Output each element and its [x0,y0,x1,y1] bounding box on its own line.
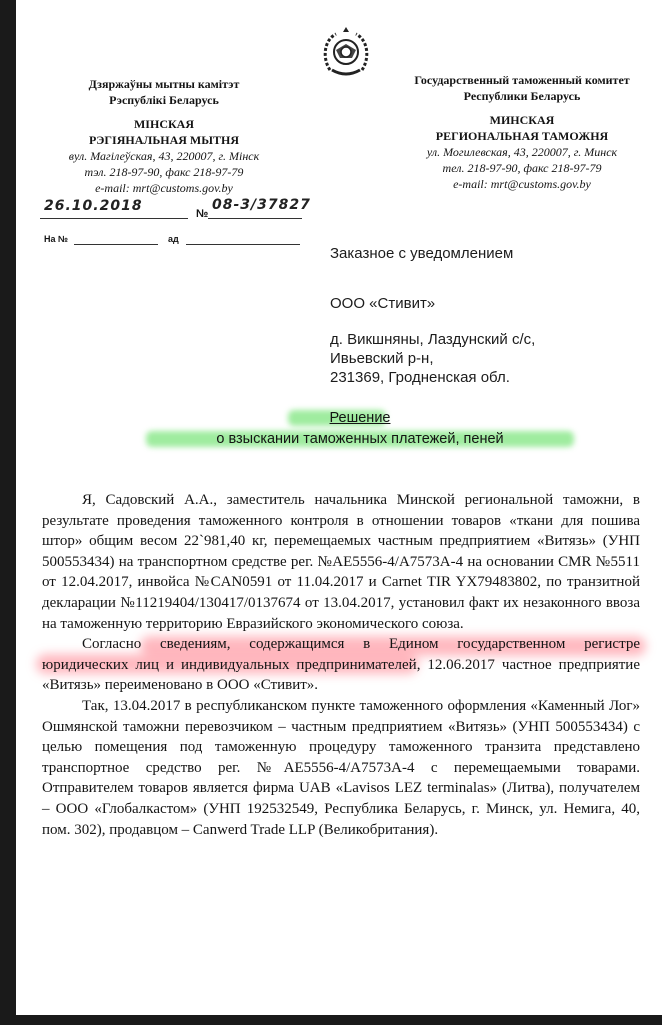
document-title [140,408,580,450]
header-right [388,72,656,192]
header-right-line3: МИНСКАЯ [489,113,555,127]
header-left-line3: МІНСКАЯ [133,117,195,131]
header-left-phone: тэл. 218-97-90, факс 218-97-79 [84,165,244,179]
ad-label: ад [168,234,179,244]
scan-border-left [0,0,16,1025]
header-right-line1: Государственный таможенный комитет [414,73,630,87]
recipient-company: ООО «Стивит» [330,295,436,312]
header-left-line4: РЭГІЯНАЛЬНАЯ МЫТНЯ [88,133,240,147]
date-underline [40,218,188,219]
number-underline [208,218,302,219]
header-right-phone: тел. 218-97-90, факс 218-97-79 [442,161,602,175]
recipient-address-line3: 231369, Гродненская обл. [330,369,510,386]
paragraph-3: Так, 13.04.2017 в республиканском пункте таможенного оформления «Каменный Лог» Ошмянской таможни перевозчиком – частным предприятием «Витязь» (УНП 500553434) с целью помещения под таможенную процедуру таможенного транзита представлено транспортное средство рег. №AE5556-4/A7573A-4 с перемещаемыми товарами. Отправителем товаров является фирма UAB «Lavisos LEZ terminalas» (Литва), получателем – ООО «Глобалкастом» (УНП 192532549, Республика Беларусь, г. Минск, ул. Немига, 40, пом. 302), продавцом – Canwerd Trade LLP (Великобритания). [42,697,640,838]
ad-underline [186,244,300,245]
recipient-address-line2: Ивьевский р-н, [330,350,434,367]
state-emblem-icon [322,26,370,78]
header-left-line1: Дзяржаўны мытны камітэт [88,77,240,91]
na-label: На № [44,234,69,244]
paragraph-2: Согласно сведениям, содержащимся в Едином государственном регистре юридических лиц и индивидуальных предпринимателей, 12.06.2017 частное предприятие «Витязь» переименовано в ООО «Стивит». [42,636,640,694]
delivery-note: Заказное с уведомлением [330,245,514,262]
header-left-line2: Рэспублікі Беларусь [109,93,219,107]
number-label: № [196,208,209,220]
scan-border-bottom [0,1015,662,1025]
document-title-line2: о взыскании таможенных платежей, пеней [216,431,504,447]
header-left-address: вул. Магілеўская, 43, 220007, г. Мінск [68,149,260,163]
decision-body [42,490,640,840]
registration-number: 08-3/37827 [212,197,311,213]
header-left [28,76,300,196]
header-right-email: e-mail: mrt@customs.gov.by [453,177,591,191]
registration-date: 26.10.2018 [44,198,143,214]
header-right-line4: РЕГИОНАЛЬНАЯ ТАМОЖНЯ [435,129,609,143]
header-left-email: e-mail: mrt@customs.gov.by [95,181,233,195]
na-underline [74,244,158,245]
header-right-address: ул. Могилевская, 43, 220007, г. Минск [426,145,618,159]
recipient-address-line1: д. Викшняны, Лаздунский с/с, [330,331,536,348]
header-right-line2: Республики Беларусь [463,89,581,103]
document-title-line1: Решение [329,410,391,426]
paragraph-1: Я, Садовский А.А., заместитель начальника Минской региональной таможни, в результате проведения таможенного контроля в отношении товаров «ткани для пошива штор» общим весом 22`981,40 кг, перемещаемых частным предприятием «Витязь» (УНП 500553434) на транспортном средстве рег. №AE5556-4/A7573A-4 на основании CMR №5511 от 12.04.2017, инвойса №CAN0591 от 11.04.2017 и Carnet TIR YX79483802, по транзитной декларации №11219404/130417/0137674 от 13.04.2017, установил факт их незаконного ввоза на таможенную территорию Евразийского экономического союза. [42,492,640,632]
